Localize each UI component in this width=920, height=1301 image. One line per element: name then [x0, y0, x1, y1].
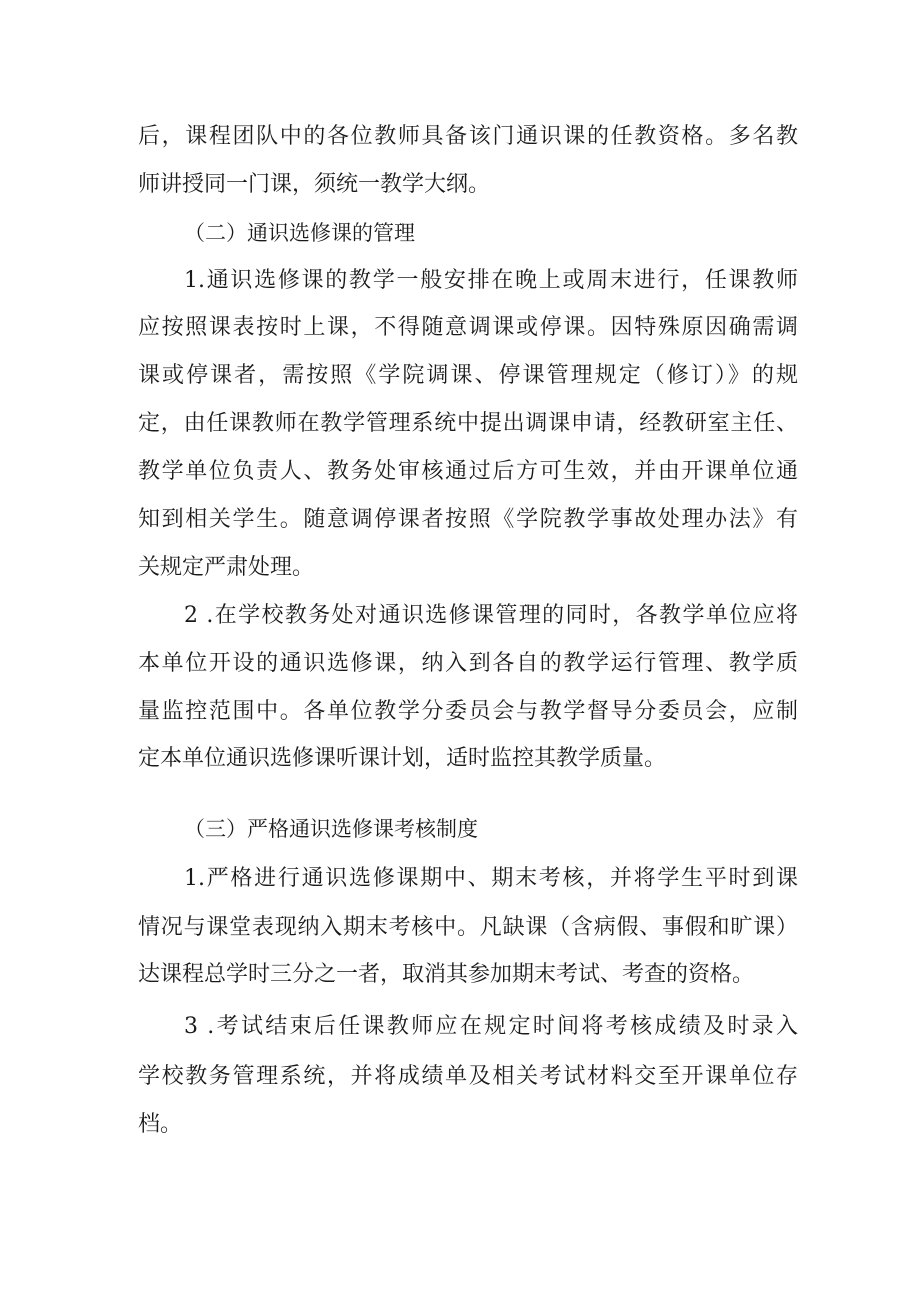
paragraph-line: 学校教务管理系统，并将成绩单及相关考试材料交至开课单位存: [138, 1064, 798, 1089]
section-heading: （三）严格通识选修课考核制度: [184, 817, 478, 841]
paragraph-line: 1.通识选修课的教学一般安排在晚上或周末进行，任课教师: [184, 268, 798, 293]
paragraph-line: 3 .考试结束后任课教师应在规定时间将考核成绩及时录入: [184, 1014, 798, 1039]
paragraph-line: 课或停课者，需按照《学院调课、停课管理规定（修订）》的规: [138, 363, 798, 388]
paragraph-line: 应按照课表按时上课，不得随意调课或停课。因特殊原因确需调: [138, 315, 798, 340]
paragraph-line: 后，课程团队中的各位教师具备该门通识课的任教资格。多名教: [138, 124, 798, 149]
paragraph-line: 师讲授同一门课，须统一教学大纲。: [138, 172, 491, 197]
paragraph-line: 2 .在学校教务处对通识选修课管理的同时，各教学单位应将: [184, 603, 798, 628]
paragraph-line: 教学单位负责人、教务处审核通过后方可生效，并由开课单位通: [138, 459, 798, 484]
paragraph-line: 本单位开设的通识选修课，纳入到各自的教学运行管理、教学质: [138, 651, 798, 676]
section-heading: （二）通识选修课的管理: [184, 221, 415, 245]
paragraph-line: 知到相关学生。随意调停课者按照《学院教学事故处理办法》有: [138, 507, 798, 532]
paragraph-line: 定，由任课教师在教学管理系统中提出调课申请，经教研室主任、: [138, 411, 798, 436]
paragraph-line: 量监控范围中。各单位教学分委员会与教学督导分委员会，应制: [138, 699, 798, 724]
paragraph-line: 关规定严肃处理。: [138, 555, 315, 580]
paragraph-line: 1.严格进行通识选修课期中、期末考核，并将学生平时到课: [184, 866, 798, 891]
paragraph-line: 达课程总学时三分之一者，取消其参加期末考试、考查的资格。: [138, 962, 755, 987]
paragraph-line: 定本单位通识选修课听课计划，适时监控其教学质量。: [138, 746, 667, 771]
paragraph-line: 档。: [138, 1112, 183, 1137]
paragraph-line: 情况与课堂表现纳入期末考核中。凡缺课（含病假、事假和旷课）: [138, 915, 798, 940]
